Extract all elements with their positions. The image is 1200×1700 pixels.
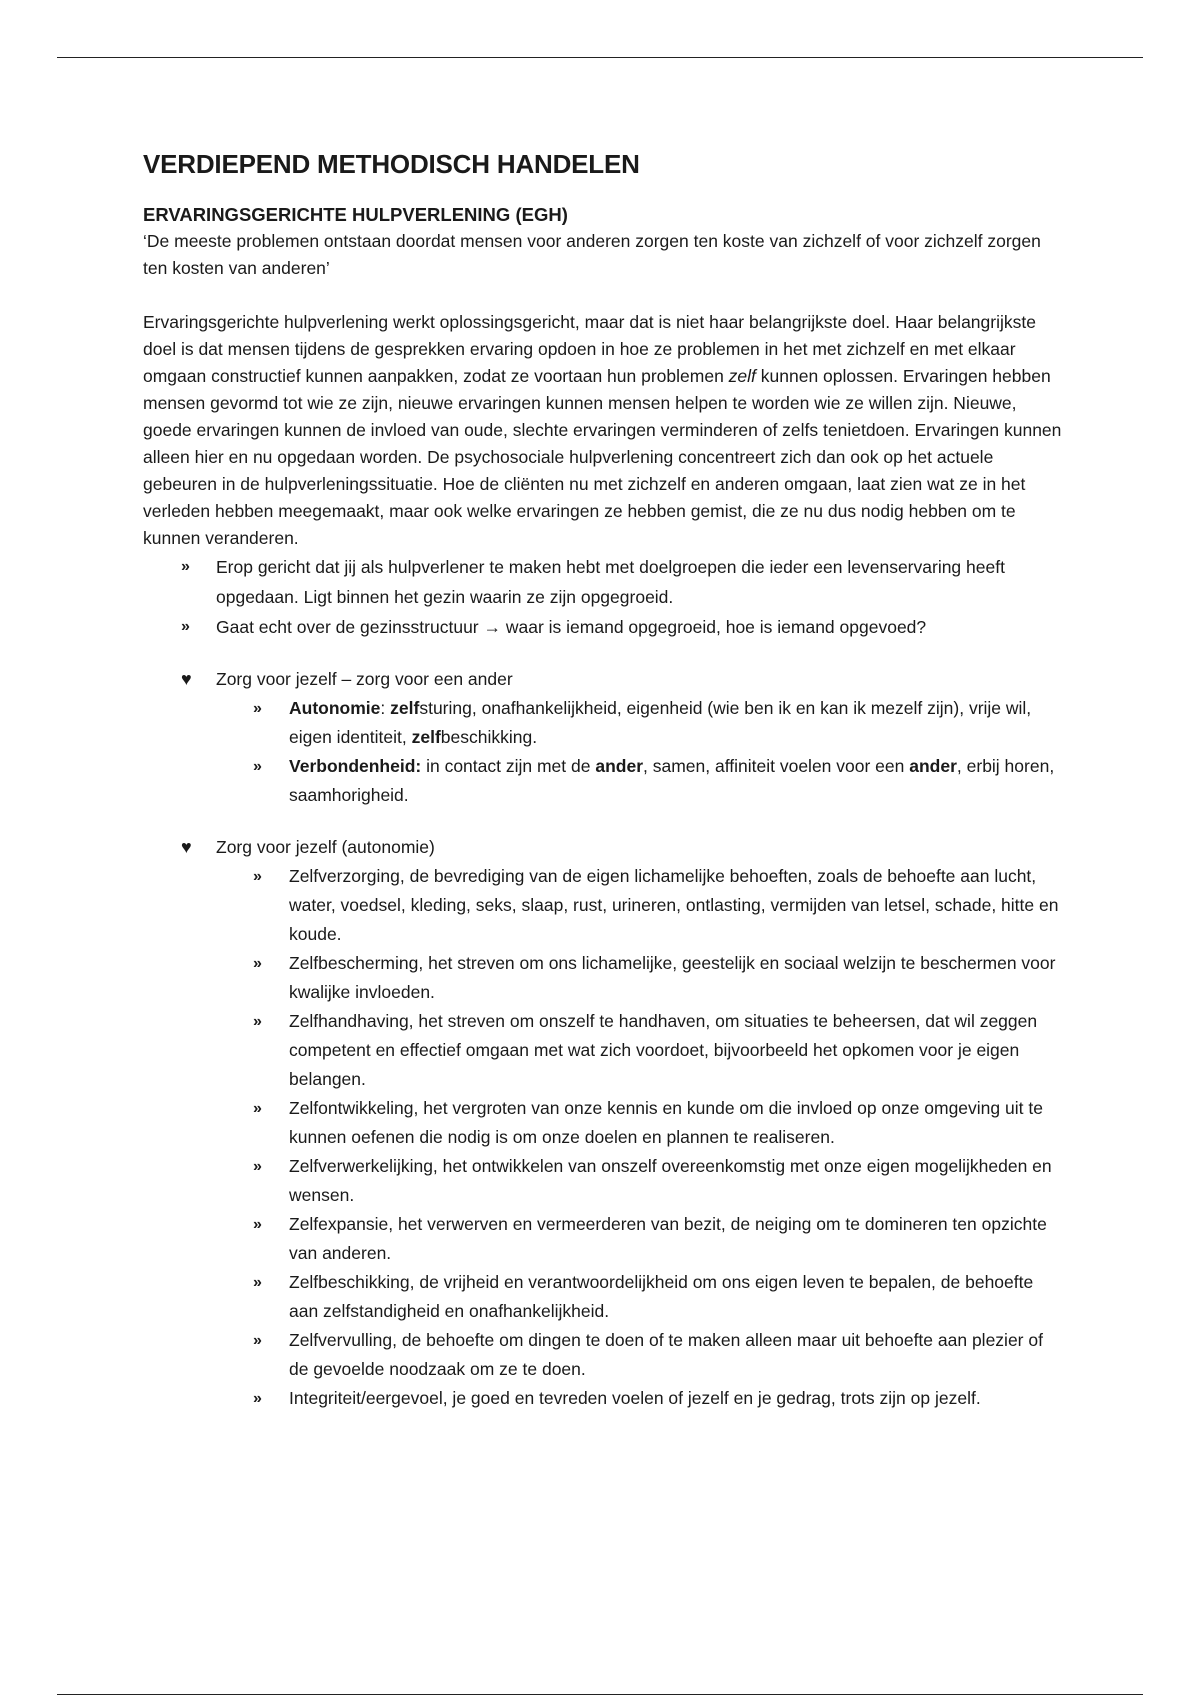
bullet-marker: » — [253, 1274, 262, 1291]
bullet-marker: » — [253, 1158, 262, 1175]
footer-rule — [57, 1694, 1143, 1695]
bullet-marker: » — [253, 955, 262, 972]
list-item-text: Zelfvervulling, de behoefte om dingen te doen of te maken alleen maar uit behoefte aan plezier of de gevoelde noodzaak om ze te doen. — [289, 1330, 1043, 1379]
heart-item-2 — [143, 832, 1063, 862]
section-paragraph — [143, 309, 1063, 552]
list-item-text: Zelfbeschikking, de vrijheid en verantwoordelijkheid om ons eigen leven te bepalen, de behoefte aan zelfstandigheid en onafhankelijkheid. — [289, 1272, 1034, 1321]
list-item — [143, 949, 1063, 1007]
paragraph-part-1: Ervaringsgerichte hulpverlening werkt oplossingsgericht, maar dat is niet haar belangrijkste doel. Haar belangrijkste doel is dat mensen tijdens de gesprekken ervaring opdoen in hoe ze problemen in het met zichzelf en met elkaar omgaan constructief kunnen aanpakken, zodat ze voortaan hun problemen — [143, 312, 1036, 386]
list-item — [143, 612, 1063, 642]
list-item-text: Zelfhandhaving, het streven om onszelf te handhaven, om situaties te beheersen, dat wil zeggen competent en effectief omgaan met wat zich voordoet, bijvoorbeeld het opkomen voor je eigen belangen. — [289, 1011, 1038, 1089]
bullet-marker: » — [253, 868, 262, 885]
list-item-text: Erop gericht dat jij als hulpverlener te maken hebt met doelgroepen die ieder een levenservaring heeft opgedaan. Ligt binnen het gezin waarin ze zijn opgegroeid. — [216, 557, 1005, 607]
section-quote: ‘De meeste problemen ontstaan doordat mensen voor anderen zorgen ten koste van zichzelf of voor zichzelf zorgen ten kosten van anderen’ — [143, 231, 1041, 278]
heart-icon: ♥ — [181, 837, 192, 857]
bullet-marker: » — [253, 700, 262, 717]
list-item — [143, 1007, 1063, 1094]
sub-bullet-list — [143, 694, 1063, 810]
list-item-autonomie — [143, 694, 1063, 752]
bullet-marker: » — [253, 1216, 262, 1233]
list-item-text: beschikking. — [440, 727, 538, 747]
list-item-text: in contact zijn met de — [421, 756, 596, 776]
list-item — [143, 1326, 1063, 1384]
bullet-marker: » — [253, 1390, 262, 1407]
paragraph-part-2: kunnen oplossen. Ervaringen hebben mensen gevormd tot wie ze zijn, nieuwe ervaringen kunnen mensen helpen te worden wie ze willen zijn. Nieuwe, goede ervaringen kunnen de invloed van oude, slechte ervaringen verminderen of zelfs tenietdoen. Ervaringen kunnen alleen hier en nu opgedaan worden. De psychosociale hulpverlening concentreert zich dan ook op het actuele gebeuren in de hulpverleningssituatie. Hoe de cliënten nu met zichzelf en anderen omgaan, laat zien wat ze in het verleden hebben meegemaakt, maar ook welke ervaringen ze hebben gemist, die ze nu dus nodig hebben om te kunnen veranderen. — [143, 366, 1062, 548]
list-item-text: Gaat echt over de gezinsstructuur → waar is iemand opgegroeid, hoe is iemand opgevoed? — [216, 617, 927, 637]
list-item-text: Integriteit/eergevoel, je goed en tevreden voelen of jezelf en je gedrag, trots zijn op jezelf. — [289, 1388, 981, 1408]
bullet-marker: » — [181, 558, 190, 575]
list-item — [143, 1152, 1063, 1210]
bullet-marker: » — [253, 1332, 262, 1349]
list-item-text: , samen, affiniteit voelen voor een — [643, 756, 910, 776]
bullet-marker: » — [253, 1013, 262, 1030]
term-verbondenheid: Verbondenheid: — [289, 756, 422, 776]
list-item — [143, 1384, 1063, 1413]
bold-word: ander — [595, 756, 644, 776]
list-item-text: Zelfverwerkelijking, het ontwikkelen van onszelf overeenkomstig met onze eigen mogelijkheden en wensen. — [289, 1156, 1052, 1205]
heart-item-label: Zorg voor jezelf (autonomie) — [216, 837, 435, 857]
list-item — [143, 1210, 1063, 1268]
term-autonomie: Autonomie — [289, 698, 381, 718]
paragraph-italic: zelf — [728, 366, 756, 386]
list-item-verbondenheid — [143, 752, 1063, 810]
bullet-marker: » — [181, 618, 190, 635]
list-item — [143, 552, 1063, 612]
list-item — [143, 1094, 1063, 1152]
list-item — [143, 1268, 1063, 1326]
heart-item-1 — [143, 664, 1063, 694]
bold-word: zelf — [390, 698, 420, 718]
sub-bullet-list — [143, 862, 1063, 1413]
list-item-text: , erbij horen, saamhorigheid. — [289, 756, 1055, 805]
page-title: VERDIEPEND METHODISCH HANDELEN — [143, 149, 640, 179]
term-colon: : — [380, 698, 386, 718]
bullet-list — [143, 552, 1063, 642]
list-item — [143, 862, 1063, 949]
header-rule — [57, 57, 1143, 58]
bullet-marker: » — [253, 1100, 262, 1117]
list-item-text: Zelfexpansie, het verwerven en vermeerderen van bezit, de neiging om te domineren ten opzichte van anderen. — [289, 1214, 1047, 1263]
list-item-text: sturing, onafhankelijkheid, eigenheid (wie ben ik en kan ik mezelf zijn), vrije wil, eigen identiteit, — [289, 698, 1032, 747]
heart-icon: ♥ — [181, 669, 192, 689]
list-item-text: Zelfontwikkeling, het vergroten van onze kennis en kunde om die invloed op onze omgeving uit te kunnen oefenen die nodig is om onze doelen en plannen te realiseren. — [289, 1098, 1043, 1147]
list-item-text: Zelfverzorging, de bevrediging van de eigen lichamelijke behoeften, zoals de behoefte aan lucht, water, voedsel, kleding, seks, slaap, rust, urineren, ontlasting, vermijden van letsel, schade, hitte en koude. — [289, 866, 1059, 944]
section-heading: ERVARINGSGERICHTE HULPVERLENING (EGH) — [143, 204, 568, 225]
document-body — [143, 140, 1063, 1413]
bullet-marker: » — [253, 758, 262, 775]
bold-word: ander — [909, 756, 957, 776]
list-item-text: Zelfbescherming, het streven om ons lichamelijke, geestelijk en sociaal welzijn te beschermen voor kwalijke invloeden. — [289, 953, 1056, 1002]
bold-word: zelf — [411, 727, 441, 747]
heart-item-label: Zorg voor jezelf – zorg voor een ander — [216, 669, 513, 689]
